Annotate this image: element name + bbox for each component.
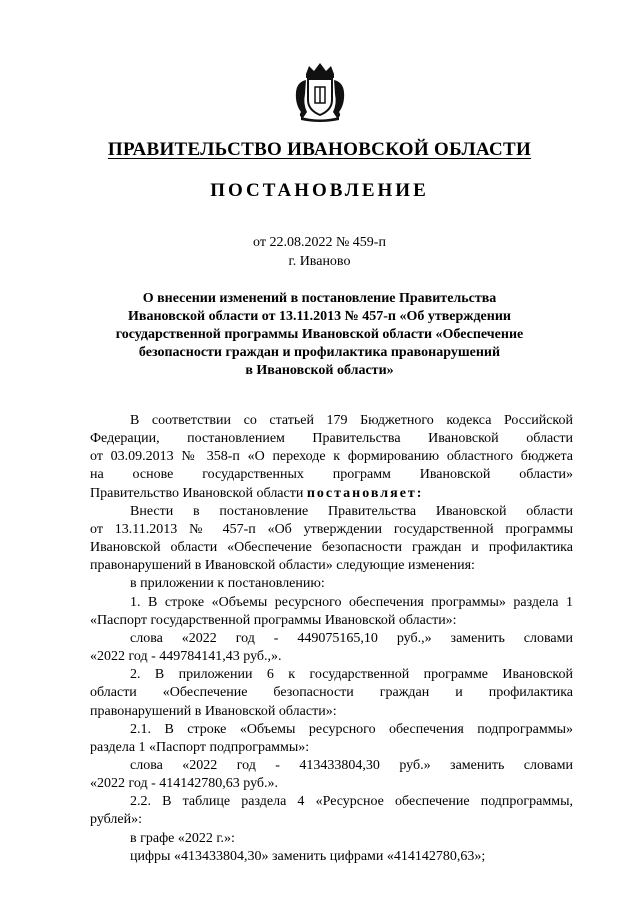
body-line: слова «2022 год - 449075165,10 руб.,» заменить словами <box>130 630 573 646</box>
body-line: цифры «413433804,30» заменить цифрами «414142780,63»; <box>130 848 486 864</box>
body-line: В соответствии со статьей 179 Бюджетного кодекса Российской <box>130 413 573 428</box>
document-type: ПОСТАНОВЛЕНИЕ <box>210 180 429 201</box>
body-line: правонарушений в Ивановской области»: <box>90 703 337 719</box>
heading-line: государственной программы Ивановской области «Обеспечение <box>115 327 524 342</box>
body-line: правонарушений в Ивановской области» следующие изменения: <box>90 558 475 574</box>
body-line: «2022 год - 449784141,43 руб.,». <box>90 649 282 665</box>
government-title: ПРАВИТЕЛЬСТВО ИВАНОВСКОЙ ОБЛАСТИ <box>107 139 532 160</box>
body-line: от 03.09.2013 № 358-п «О переходе к формированию областного бюджета <box>90 449 573 465</box>
heading-line: безопасности граждан и профилактика правонарушений <box>138 345 501 360</box>
body-line <box>90 485 573 503</box>
body-line: Внести в постановление Правительства Ивановской области <box>130 503 573 519</box>
body-line: 2.2. В таблице раздела 4 «Ресурсное обеспечение подпрограммы, <box>130 794 573 810</box>
heading-line: в Ивановской области» <box>245 363 394 378</box>
body-line: в графе «2022 г.»: <box>130 830 235 846</box>
body-line: 2.1. В строке «Объемы ресурсного обеспечения подпрограммы» <box>130 721 573 737</box>
body-line: от 13.11.2013 № 457-п «Об утверждении государственной программы <box>90 521 573 537</box>
body-line: рублей»: <box>90 812 142 828</box>
heading-line: Ивановской области от 13.11.2013 № 457-п «Об утверждении <box>128 309 511 324</box>
body-line: на основе государственных программ Ивановской области» <box>90 467 573 483</box>
body-line: в приложении к постановлению: <box>130 576 325 592</box>
body-line: области «Обеспечение безопасности граждан и профилактика <box>90 685 573 701</box>
coat-of-arms-emblem <box>289 60 351 122</box>
document-date-number: от 22.08.2022 № 459-п <box>253 235 386 250</box>
body-text: Правительство Ивановской области <box>90 485 307 501</box>
body-line: раздела 1 «Паспорт подпрограммы»: <box>90 739 310 755</box>
body-line: «Паспорт государственной программы Ивановской области»: <box>90 612 457 628</box>
document-heading <box>95 290 544 380</box>
body-line: 1. В строке «Объемы ресурсного обеспечения программы» раздела 1 <box>130 594 573 610</box>
body-line: 2. В приложении 6 к государственной программе Ивановской <box>130 667 573 683</box>
body-line: Федерации, постановлением Правительства Ивановской области <box>90 431 573 447</box>
resolution-word: постановляет: <box>306 485 424 501</box>
heading-line: О внесении изменений в постановление Правительства <box>142 291 497 306</box>
body-line: слова «2022 год - 413433804,30 руб.» заменить словами <box>130 757 573 773</box>
document-body <box>90 412 573 866</box>
body-line: Ивановской области «Обеспечение безопасности граждан и профилактика <box>90 540 573 556</box>
document-city: г. Иваново <box>288 254 351 269</box>
body-line: «2022 год - 414142780,63 руб.». <box>90 776 279 792</box>
